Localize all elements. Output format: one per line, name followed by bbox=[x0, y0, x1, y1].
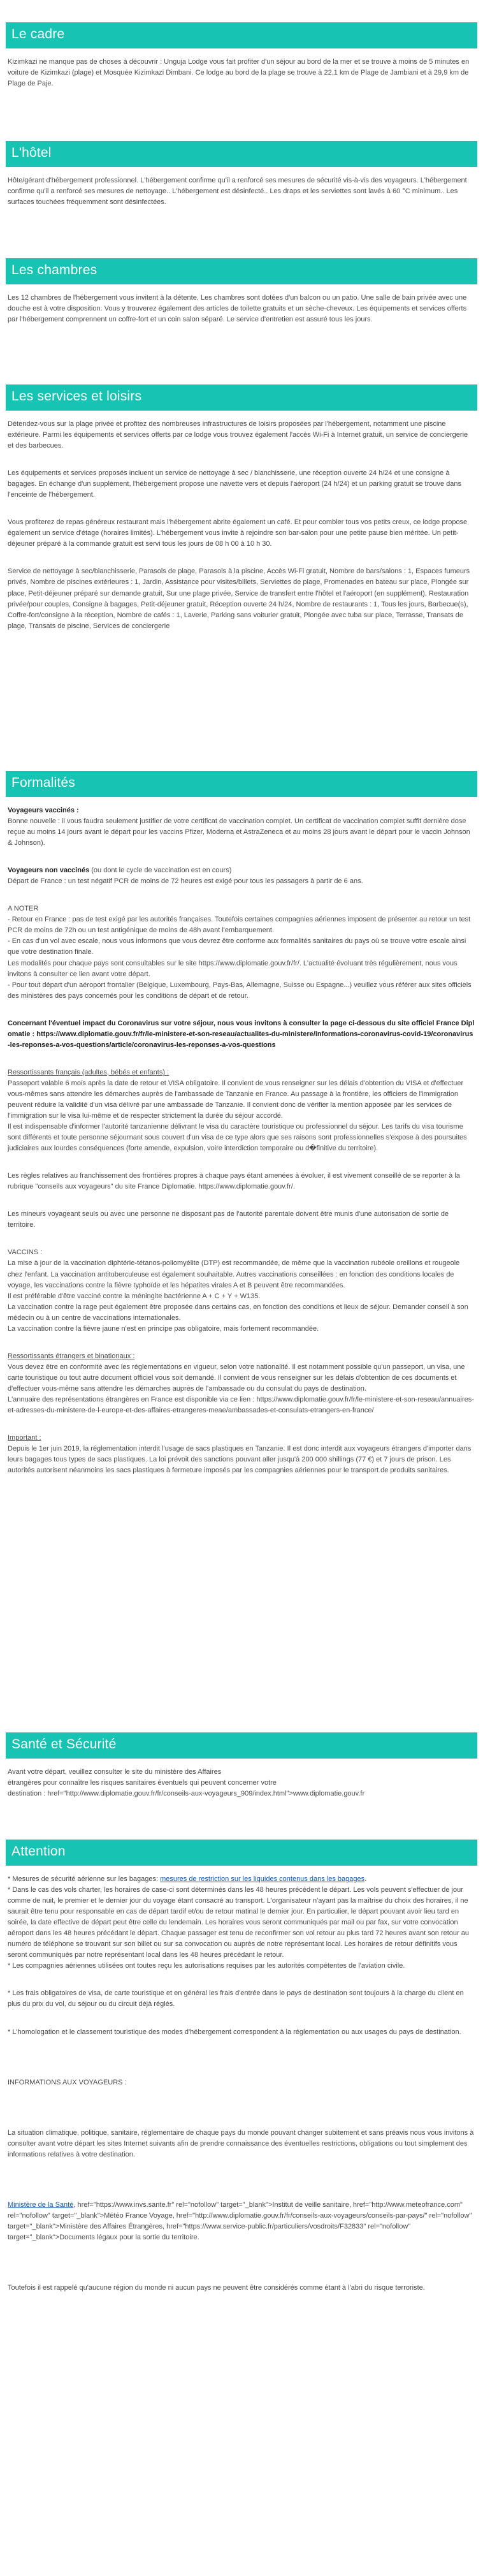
section-formalites bbox=[0, 772, 483, 1484]
section-title-sante: Santé et Sécurité bbox=[11, 1737, 117, 1752]
useful-links-rest: , href="https://www.invs.sante.fr" rel="nofollow" target="_blank">Institut de veille sanitaire, href="http://www.meteofrance.com" rel="nofollow" target="_blank">Météo France Voyage, href="http://www.diplomatie.gouv.fr/fr/conseils-aux-voyageurs/conseils-par-pays/" rel="nofollow" target="_blank">Ministère des Affaires Étrangères, href="https://www.service-public.fr/particuliers/vosdroits/F32833" rel="nofollow" target="_blank">Documents légaux pour la sortie du territoire. bbox=[8, 2200, 472, 2241]
foreign-nationals-text: Vous devez être en conformité avec les réglementations en vigueur, selon votre nationalité. Il est notamment possible qu'un passeport, un visa, une carte touristique ou tout autre document officiel vous soit demandé. Il convient de vous renseigner sur les délais d'obtention de ces documents et d'effectuer vous-même sans attendre les démarches auprès de l'ambassade ou du consulat du pays de destination. bbox=[8, 1363, 465, 1393]
foreign-nationals-heading: Ressortissants étrangers et binationaux : bbox=[8, 1352, 135, 1360]
a-noter-line: - En cas d'un vol avec escale, nous vous informons que vous devrez être conforme aux formalités sanitaires du pays où se trouve votre escale ainsi que votre destination finale. bbox=[8, 937, 466, 956]
travellers-info-text: La situation climatique, politique, sanitaire, réglementaire de chaque pays du monde pouvant changer subitement et sans préavis nous vous invitons à consulter avant votre départ les sites Internet suivants afin de prendre connaissance des éventuelles restrictions, obligations ou tout simplement des informations relatives à votre destination. bbox=[8, 2128, 474, 2158]
health-ministry-link[interactable]: Ministère de la Santé bbox=[8, 2200, 74, 2209]
useful-links-text bbox=[8, 2200, 475, 2243]
a-noter-block bbox=[8, 904, 475, 1001]
security-luggage-text bbox=[8, 1874, 475, 1972]
a-noter-heading: A NOTER bbox=[8, 905, 39, 913]
vaccines-text: Il est préférable d'être vacciné contre la méningite bactérienne A + C + Y + W135. bbox=[8, 1292, 261, 1300]
vaccinated-heading: Voyageurs vaccinés : bbox=[8, 807, 79, 814]
section-heading-bar bbox=[6, 259, 477, 284]
a-noter-line: Les modalités pour chaque pays sont consultables sur le site https://www.diplomatie.gouv.fr/fr/. L'actualité évoluant très régulièrement, nous vous invitons à consulter ce lien avant votre départ. bbox=[8, 959, 458, 978]
sante-text bbox=[8, 1767, 475, 1799]
vaccines-text: La vaccination contre la rage peut également être proposée dans certains cas, en fonction des conditions et lieux de séjour. Demander conseil à son médecin ou à un centre de vaccinations internationales. bbox=[8, 1303, 468, 1322]
vaccines-text: La mise à jour de la vaccination diphtérie-tétanos-poliomyélite (DTP) est recommandée, de même que la vaccination rubéole oreillons et rougeole chez l'enfant. La vaccination antituberculeuse est également souhaitable. Autres vaccinations conseillées : en fonction des conditions locales de voyage, les vaccinations contre la fièvre typhoïde et les hépatites virales A et B peuvent être recommandées. bbox=[8, 1259, 460, 1289]
vaccinated-block bbox=[8, 805, 475, 849]
section-heading-bar bbox=[6, 1840, 477, 1865]
french-nationals-text: Passeport valable 6 mois après la date de retour et VISA obligatoire. Il convient de vous renseigner sur les délais d'obtention du VISA et d'effectuer vous-mêmes sans attendre les démarches auprès de l'ambassade de Tanzanie en France. Au passage à la frontière, les officiers de l'immigration peuvent réduire la validité d'un visa délivré par une ambassade de Tanzanie. Il convient donc de vérifier la mention apposée par les services de l'immigration sur le visa lui-même et de respecter strictement la durée du séjour accordé. bbox=[8, 1079, 464, 1120]
chambres-text: Les 12 chambres de l'hébergement vous invitent à la détente. Les chambres sont dotées d'un balcon ou un patio. Une salle de bain privée avec une douche est à votre disposition. Vous y trouverez également des articles de toilette gratuits et un sèche-cheveux. Les équipements et services offerts par l'hébergement comprennent un coffre-fort et un coin salon séparé. Le service d'entretien est assuré tous les jours. bbox=[8, 294, 467, 324]
border-rules-text: Les règles relatives au franchissement des frontières propres à chaque pays étant amenées à évoluer, il est vivement conseillé de se reporter à la rubrique "conseils aux voyageurs" du site France Diplomatie. https://www.diplomatie.gouv.fr/. bbox=[8, 1172, 460, 1191]
covid-notice-text: Concernant l'éventuel impact du Coronavirus sur votre séjour, nous vous invitons à consulter la page ci-dessous du site officiel France Diplomatie : https://www.diplomatie.gouv.fr/fr/le-ministere-et-son-reseau/actualites-du-ministere/informations-coronavirus-covid-19/coronavirus-les-reponses-a-vos-questions/article/coronavirus-les-reponses-a-vos-questions bbox=[8, 1019, 475, 1049]
security-luggage-suffix: . bbox=[364, 1875, 367, 1883]
section-services bbox=[0, 385, 483, 640]
section-heading-bar bbox=[6, 142, 477, 166]
important-heading: Important : bbox=[8, 1434, 41, 1442]
sante-line: Avant votre départ, veuillez consulter le site du ministère des Affaires bbox=[8, 1768, 222, 1776]
section-cadre bbox=[0, 23, 483, 97]
non-vaccinated-block bbox=[8, 865, 475, 887]
travellers-info-heading: INFORMATIONS AUX VOYAGEURS : bbox=[8, 2078, 127, 2086]
liquids-restriction-link[interactable]: mesures de restriction sur les liquides contenus dans les bagages bbox=[160, 1875, 365, 1883]
foreign-nationals-text: L'annuaire des représentations étrangères en France est disponible via ce lien : https://www.diplomatie.gouv.fr/fr/le-ministere-et-son-reseau/annuaires-et-adresses-du-ministere-de-l-europe-et-des-affaires-etrangeres-meae/ambassades-et-consulats-etrangers-en-france/ bbox=[8, 1395, 474, 1415]
services-paragraph: Les équipements et services proposés incluent un service de nettoyage à sec / blanchisserie, une réception ouverte 24 h/24 et une consigne à bagages. En échange d'un supplément, l'hébergement propose une navette vers et depuis l'aéroport (24 h/24) et un parking gratuit se trouve dans l'enceinte de l'hébergement. bbox=[8, 469, 461, 499]
vaccines-heading: VACCINS : bbox=[8, 1248, 43, 1257]
section-sante bbox=[0, 1733, 483, 1807]
hotel-text: Hôte/gérant d'hébergement professionnel. L'hébergement confirme qu'il a renforcé ses mesures de sécurité vis-à-vis des voyageurs. L'hébergement confirme qu'il a renforcé ses mesures de nettoyage.. L'hébergement est désinfecté.. Les draps et les serviettes sont lavés à 60 °C minimum.. Les surfaces touchées fréquemment sont désinfectées. bbox=[8, 177, 467, 207]
important-block bbox=[8, 1433, 475, 1476]
terrorism-notice: Toutefois il est rappelé qu'aucune région du monde ni aucun pays ne peuvent être considérés comme étant à l'abri du risque terroriste. bbox=[8, 2283, 425, 2292]
accommodation-rating-text: * L'homologation et le classement touristique des modes d'hébergement correspondent à la réglementation ou aux usages du pays de destination. bbox=[8, 2028, 461, 2036]
section-attention bbox=[0, 1840, 483, 2301]
minors-text: Les mineurs voyageant seuls ou avec une personne ne disposant pas de l'autorité parentale doivent être munis d'une autorisation de sortie de territoire. bbox=[8, 1210, 449, 1229]
a-noter-line: - Pour tout départ d'un aéroport frontalier (Belgique, Luxembourg, Pays-Bas, Allemagne, Suisse ou Espagne...) veuillez vous référer aux sites officiels des ministères des pays concernés pour les conditions de départ et de retour. bbox=[8, 981, 472, 1000]
non-vaccinated-text: Départ de France : un test négatif PCR de moins de 72 heures est exigé pour tous les passagers à partir de 6 ans. bbox=[8, 877, 363, 886]
section-chambres bbox=[0, 259, 483, 333]
sante-line: destination : href="http://www.diplomatie.gouv.fr/fr/conseils-aux-voyageurs_909/index.html">www.diplomatie.gouv.fr bbox=[8, 1790, 365, 1798]
section-hotel bbox=[0, 142, 483, 216]
french-nationals-heading: Ressortissants français (adultes, bébés et enfants) : bbox=[8, 1068, 169, 1076]
foreign-nationals-block bbox=[8, 1351, 475, 1416]
charter-flights-text: * Dans le cas des vols charter, les horaires de case-ci sont déterminés dans les 48 heures précédent le départ. Les vols peuvent s'effectuer de jour comme de nuit, le premier et le dernier jour du voyage étant consacré au transport. L'organisateur n'ayant pas la maîtrise du choix des horaires, il ne saurait être tenu pour responsable en cas de départ tardif et/ou de retour matinal le dernier jour. En particulier, le départ pouvant avoir lieu tard en soirée, la date effective de départ peut être celle du lendemain. Les horaires vous seront communiqués par mail ou par fax, sur votre convocation aéroport dans les 48 heures précédant le départ. Chaque passager est tenu de reconfirmer son vol retour au plus tard 72 heures avant son retour au numéro de téléphone se trouvant sur son billet ou sur sa convocation ou auprès de notre représentant local. Les horaires de retour définitifs vous seront communiqués par notre représentant local dans les 48 heures précédant le retour. bbox=[8, 1886, 470, 1959]
french-nationals-block bbox=[8, 1067, 475, 1154]
airlines-text: * Les compagnies aériennes utilisées ont toutes reçu les autorisations requises par les autorités compétentes de l'aviation civile. bbox=[8, 1962, 405, 1970]
non-vaccinated-paren: (ou dont le cycle de vaccination est en cours) bbox=[89, 867, 232, 875]
section-title-hotel: L'hôtel bbox=[11, 145, 52, 161]
a-noter-line: - Retour en France : pas de test exigé par les autorités françaises. Toutefois certaines compagnies aériennes imposent de présenter au retour un test PCR de moins de 72h ou un test antigénique de moins de 48h avant l'embarquement. bbox=[8, 916, 471, 935]
important-text: Depuis le 1er juin 2019, la réglementation interdit l'usage de sacs plastiques en Tanzanie. Il est donc interdit aux voyageurs étrangers d'importer dans leurs bagages tous types de sacs plastiques. La loi prévoit des sanctions pouvant aller jusqu'à 200 000 shillings (77 €) et 7 jours de prison. Les autorités autorisent néanmoins les sacs plastiques à fermeture imposés par les compagnies aériennes pour le transport de produits sanitaires. bbox=[8, 1445, 472, 1475]
security-luggage-prefix: * Mesures de sécurité aérienne sur les bagages: bbox=[8, 1875, 161, 1883]
french-nationals-text: Il est indispensable d'informer l'autorité tanzanienne délivrant le visa du caractère touristique ou professionnel du séjour. Les tarifs du visa tourisme sont différents et toute personne séjournant sous couvert d'un visa de ce type alors que ses raisons sont professionnelles s'expose à des poursuites judiciaires aux lourdes conséquences (forte amende, expulsion, voire interdiction temporaire ou d�finitive du territoire). bbox=[8, 1123, 467, 1153]
vaccines-text: La vaccination contre la fièvre jaune n'est en principe pas obligatoire, mais fortement recommandée. bbox=[8, 1324, 319, 1333]
section-heading-bar bbox=[6, 1733, 477, 1758]
vaccines-block bbox=[8, 1247, 475, 1334]
section-heading-bar bbox=[6, 772, 477, 796]
services-paragraph: Vous profiterez de repas généreux restaurant mais l'hébergement abrite également un café. Et pour combler tous vos petits creux, ce lodge propose également un service d'étage (horaires limités). L'hébergement vous invite à rejoindre son bar-salon pour une petite pause bien méritée. Un petit-déjeuner préparé à la commande gratuit est servi tous les jours de 08 h 00 à 10 h 30. bbox=[8, 518, 468, 548]
non-vaccinated-heading: Voyageurs non vaccinés bbox=[8, 867, 90, 875]
services-paragraph: Détendez-vous sur la plage privée et profitez des nombreuses infrastructures de loisirs proposées par l'hébergement, notamment une piscine extérieure. Parmi les équipements et services offerts par ce lodge vous trouvez également l'accès Wi-Fi à Internet gratuit, un service de conciergerie et des barbecues. bbox=[8, 420, 468, 450]
covid-notice bbox=[8, 1018, 475, 1051]
section-heading-bar bbox=[6, 23, 477, 48]
section-title-formalites: Formalités bbox=[11, 775, 76, 791]
section-title-attention: Attention bbox=[11, 1844, 66, 1859]
section-title-chambres: Les chambres bbox=[11, 263, 97, 278]
visa-fees-text: * Les frais obligatoires de visa, de carte touristique et en général les frais d'entrée dans le pays de destination sont toujours à la charge du client en plus du prix du vol, du séjour ou du circuit déjà réglés. bbox=[8, 1989, 464, 2009]
section-title-services: Les services et loisirs bbox=[11, 389, 142, 404]
cadre-text: Kizimkazi ne manque pas de choses à découvrir : Unguja Lodge vous fait profiter d'un séjour au bord de la mer et se trouve à moins de 5 minutes en voiture de Kizimkazi (plage) et Mosquée Kizimkazi Dimbani. Ce lodge au bord de la plage se trouve à 22,1 km de Plage de Jambiani et à 29,9 km de Plage de Paje. bbox=[8, 58, 470, 88]
section-heading-bar bbox=[6, 385, 477, 410]
sante-line: étrangères pour connaître les risques sanitaires éventuels qui peuvent concerner votre bbox=[8, 1779, 277, 1787]
section-title-cadre: Le cadre bbox=[11, 27, 65, 42]
services-amenities-list: Service de nettoyage à sec/blanchisserie, Parasols de plage, Parasols à la piscine, Accès Wi-Fi gratuit, Nombre de bars/salons : 1, Espaces fumeurs privés, Nombre de piscines extérieures : 1, Jardin, Assistance pour visites/billets, Serviettes de plage, Promenades en bateau sur place, Plongée sur place, Petit-déjeuner préparé sur demande gratuit, Sur une plage privée, Service de transfert entre l'hôtel et l'aéroport (en supplément), Restauration privée/pour couples, Consigne à bagages, Petit-déjeuner gratuit, Réception ouverte 24 h/24, Nombre de restaurants : 1, Tous les jours, Barbecue(s), Coffre-fort/consigne à la réception, Nombre de cafés : 1, Laverie, Parking sans voiturier gratuit, Plongée avec tuba sur place, Terrasse, Transats de plage, Transats de piscine, Services de conciergerie bbox=[8, 567, 470, 630]
vaccinated-text: Bonne nouvelle : il vous faudra seulement justifier de votre certificat de vaccination complet. Un certificat de vaccination complet suffit dernière dose reçue au moins 14 jours avant le départ pour les vaccins Pfizer, Moderna et AstraZeneca et au moins 28 jours avant le départ pour le vaccin Johnson & Johnson). bbox=[8, 817, 470, 847]
